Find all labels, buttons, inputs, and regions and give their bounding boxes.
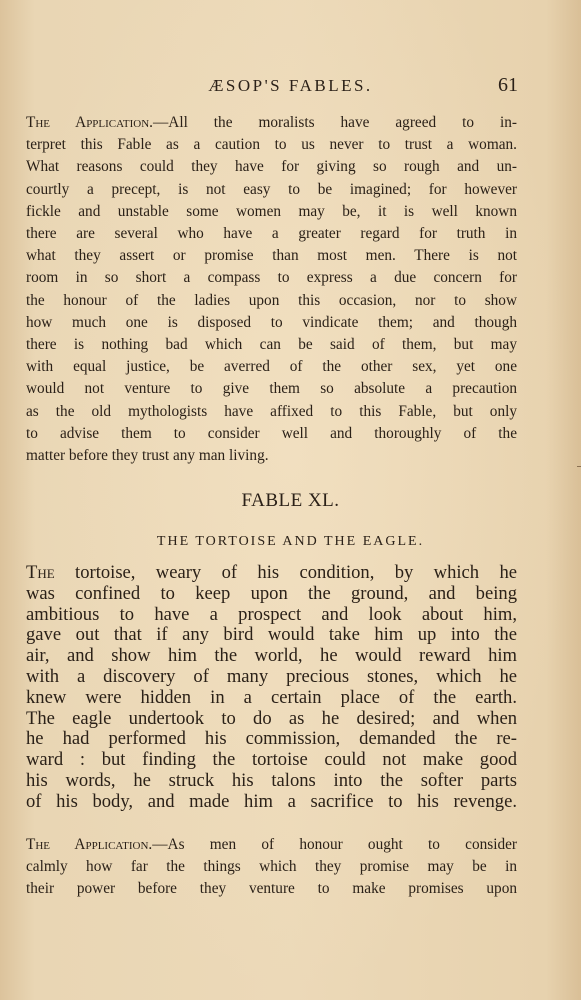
text-line: terpret this Fable as a caution to us never to trust a woman. (26, 136, 517, 154)
running-head (0, 74, 581, 100)
text-line: to advise them to consider well and thoroughly of the (26, 424, 517, 442)
text-line: air, and show him the world, he would reward him (26, 645, 517, 667)
text-line: ward : but finding the tortoise could not make good (26, 749, 517, 771)
text-line: The Application.—As men of honour ought to consider (26, 836, 517, 853)
text-line: with a discovery of many precious stones, which he (26, 665, 517, 687)
running-title: ÆSOP'S FABLES. (208, 76, 373, 95)
text-line: ambitious to have a prospect and look about him, (26, 603, 517, 625)
text-line: gave out that if any bird would take him up into the (26, 624, 517, 646)
text-line: their power before they venture to make promises upon (26, 880, 517, 898)
text-line: as the old mythologists have affixed to this Fable, but only (26, 402, 517, 420)
application-paragraph-1 (26, 112, 517, 467)
text-line: would not venture to give them so absolute a precaution (26, 380, 517, 398)
text-line: there is nothing bad which can be said of them, but may (26, 336, 517, 354)
fable-subtitle: THE TORTOISE AND THE EAGLE. (156, 534, 425, 549)
page-number: 61 (498, 74, 518, 96)
text-line: fickle and unstable some women may be, it is well known (26, 202, 517, 220)
text-line: there are several who have a greater regard for truth in (26, 225, 517, 243)
text-line: with equal justice, be averred of the other sex, yet one (26, 358, 517, 376)
text-line: was confined to keep upon the ground, and being (26, 582, 517, 604)
text-line: matter before they trust any man living. (26, 447, 269, 465)
text-line: the honour of the ladies upon this occasion, nor to show (26, 291, 517, 309)
text-line: of his body, and made him a sacrifice to his revenge. (26, 790, 517, 812)
text-line: courtly a precept, is not easy to be imagined; for however (26, 180, 517, 198)
text-line: what they assert or promise than most men. There is not (26, 247, 517, 265)
text-line: The eagle undertook to do as he desired; and when (26, 707, 517, 729)
text-line: calmly how far the things which they promise may be in (26, 858, 517, 876)
story-lead: The (26, 562, 55, 583)
fable-title: FABLE XL. (241, 490, 340, 511)
text-line: The Application.—All the moralists have agreed to in- (26, 114, 517, 131)
page-edge-mark (577, 466, 581, 467)
text-line: how much one is disposed to vindicate them; and though (26, 313, 517, 331)
text-line: What reasons could they have for giving so rough and un- (26, 158, 517, 176)
text-line: room in so short a compass to express a due concern for (26, 269, 517, 287)
application-lead: The Application. (26, 114, 153, 131)
text-line: knew were hidden in a certain place of the earth. (26, 686, 517, 708)
text-line: he had performed his commission, demanded the re- (26, 728, 517, 750)
text-line: The tortoise, weary of his condition, by which he (26, 562, 517, 583)
application-lead: The Application. (26, 836, 153, 853)
application-paragraph-2 (26, 834, 517, 901)
fable-story (26, 563, 517, 813)
text-line: his words, he struck his talons into the softer parts (26, 769, 517, 791)
